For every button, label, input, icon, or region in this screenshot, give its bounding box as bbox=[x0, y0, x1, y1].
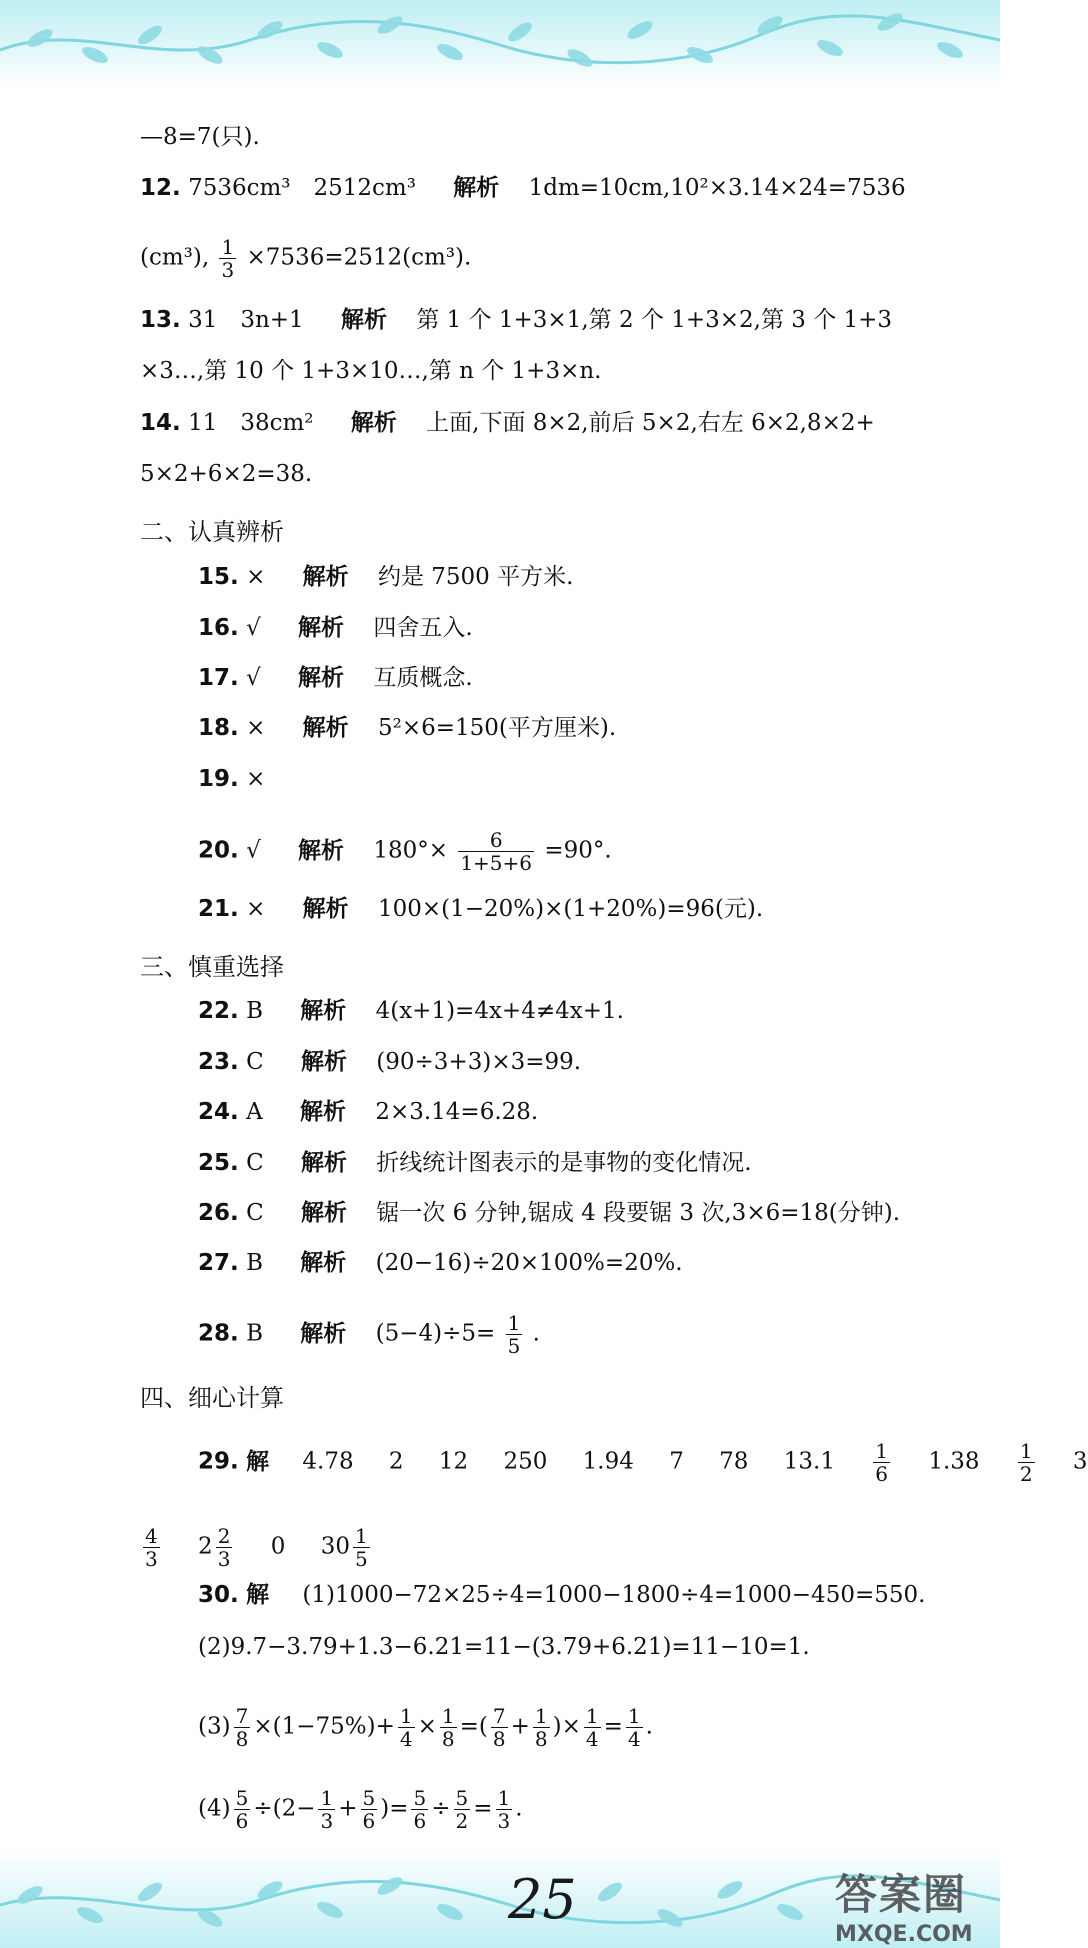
question-26 bbox=[198, 1198, 900, 1228]
numerator: 5 bbox=[362, 1786, 376, 1810]
question-14 bbox=[140, 408, 875, 438]
answer: C bbox=[246, 1200, 264, 1226]
denominator: 2 bbox=[1019, 1462, 1033, 1486]
watermark-text: 答案圈 bbox=[835, 1870, 968, 1919]
numerator: 7 bbox=[492, 1704, 506, 1728]
answer: √ bbox=[246, 665, 261, 691]
analysis-text: 4(x+1)=4x+4≠4x+1. bbox=[375, 998, 624, 1024]
text: =90°. bbox=[544, 837, 612, 864]
analysis-label: 解析 bbox=[302, 896, 349, 922]
question-number: 25. bbox=[198, 1150, 239, 1176]
text: + bbox=[510, 1713, 530, 1740]
answer-value: 1.38 bbox=[928, 1448, 980, 1475]
question-number: 23. bbox=[198, 1049, 239, 1075]
numerator: 1 bbox=[497, 1786, 511, 1810]
text: = bbox=[473, 1795, 493, 1822]
line-continuation bbox=[140, 122, 260, 152]
question-number: 27. bbox=[198, 1250, 239, 1276]
answer-value: 4.78 bbox=[302, 1448, 354, 1475]
analysis-label: 解析 bbox=[302, 715, 349, 741]
numerator: 5 bbox=[413, 1786, 427, 1810]
text: ×3…,第 10 个 1+3×10…,第 n 个 1+3×n. bbox=[140, 358, 602, 384]
question-19 bbox=[198, 764, 265, 794]
question-number: 17. bbox=[198, 665, 239, 691]
text: ÷ bbox=[431, 1795, 451, 1822]
analysis-label: 解析 bbox=[300, 1250, 347, 1276]
question-28 bbox=[198, 1312, 540, 1357]
question-number: 16. bbox=[198, 615, 239, 641]
answer-value: 1.94 bbox=[582, 1448, 634, 1475]
answer-value: 250 bbox=[503, 1448, 548, 1475]
mixed-number-whole: 30 bbox=[320, 1533, 350, 1560]
fraction bbox=[234, 1787, 251, 1832]
question-number: 22. bbox=[198, 998, 239, 1024]
numerator: 6 bbox=[458, 829, 534, 852]
numerator: 1 bbox=[320, 1786, 334, 1810]
fraction bbox=[318, 1787, 335, 1832]
text: —8=7(只). bbox=[140, 124, 260, 150]
answer: C bbox=[246, 1049, 264, 1075]
fraction bbox=[496, 1787, 513, 1832]
text: ×(1−75%)+ bbox=[253, 1713, 395, 1740]
fraction bbox=[873, 1440, 890, 1485]
analysis-label: 解析 bbox=[298, 615, 345, 641]
analysis-label: 解析 bbox=[302, 564, 349, 590]
question-number: 26. bbox=[198, 1200, 239, 1226]
fraction bbox=[1018, 1440, 1035, 1485]
analysis-label: 解析 bbox=[300, 1049, 347, 1075]
solution-step: (2)9.7−3.79+1.3−6.21=11−(3.79+6.21)=11−10=1. bbox=[198, 1634, 810, 1660]
answer: √ bbox=[246, 837, 261, 864]
question-29 bbox=[198, 1440, 1088, 1485]
question-number: 24. bbox=[198, 1099, 239, 1125]
text: 180°× bbox=[373, 837, 449, 864]
answer: 11 38cm² bbox=[188, 410, 314, 436]
analysis-label: 解析 bbox=[341, 307, 387, 333]
analysis-label: 解析 bbox=[300, 1099, 346, 1125]
text: = bbox=[603, 1713, 623, 1740]
denominator: 6 bbox=[235, 1809, 249, 1833]
denominator: 5 bbox=[507, 1334, 521, 1358]
text: (4) bbox=[198, 1795, 231, 1822]
text: ÷(2− bbox=[253, 1795, 316, 1822]
question-number: 14. bbox=[140, 410, 181, 436]
question-30-part3 bbox=[198, 1705, 653, 1750]
answer-value: 7 bbox=[669, 1448, 684, 1475]
question-12-line2 bbox=[140, 236, 471, 281]
question-number: 19. bbox=[198, 766, 239, 792]
question-number: 15. bbox=[198, 564, 239, 590]
denominator: 8 bbox=[235, 1727, 249, 1751]
section-heading-3: 三、慎重选择 bbox=[140, 953, 284, 981]
numerator: 5 bbox=[235, 1786, 249, 1810]
question-20 bbox=[198, 829, 612, 874]
answer: × bbox=[246, 896, 266, 922]
numerator: 2 bbox=[217, 1524, 231, 1548]
question-30-part4 bbox=[198, 1787, 523, 1832]
fraction bbox=[353, 1525, 370, 1570]
denominator: 6 bbox=[875, 1462, 889, 1486]
fraction bbox=[491, 1705, 508, 1750]
answer-value: 0 bbox=[270, 1533, 286, 1560]
numerator: 1 bbox=[534, 1704, 548, 1728]
analysis-text: 5²×6=150(平方厘米). bbox=[377, 715, 617, 741]
question-17 bbox=[198, 663, 473, 693]
answer: × bbox=[246, 766, 266, 792]
question-number: 28. bbox=[198, 1320, 239, 1347]
fraction bbox=[219, 236, 236, 281]
analysis-label: 解析 bbox=[300, 998, 347, 1024]
analysis-text: 四舍五入. bbox=[373, 615, 473, 641]
numerator: 1 bbox=[1019, 1439, 1033, 1463]
text: =( bbox=[459, 1713, 488, 1740]
text: (5−4)÷5= bbox=[375, 1320, 496, 1347]
fraction bbox=[440, 1705, 457, 1750]
analysis-text: 2×3.14=6.28. bbox=[375, 1099, 539, 1125]
analysis-label: 解析 bbox=[300, 1200, 347, 1226]
question-22 bbox=[198, 996, 624, 1026]
numerator: 1 bbox=[441, 1704, 455, 1728]
answer: A bbox=[246, 1099, 263, 1125]
analysis-text: 锯一次 6 分钟,锯成 4 段要锯 3 次,3×6=18(分钟). bbox=[376, 1200, 901, 1226]
analysis-text: 第 1 个 1+3×1,第 2 个 1+3×2,第 3 个 1+3 bbox=[416, 307, 893, 333]
fraction bbox=[533, 1705, 550, 1750]
answer: 31 3n+1 bbox=[188, 307, 304, 333]
question-30-part2 bbox=[198, 1632, 810, 1662]
text: × bbox=[417, 1713, 437, 1740]
question-number: 30. bbox=[198, 1582, 239, 1608]
analysis-text: 100×(1−20%)×(1+20%)=96(元). bbox=[377, 896, 764, 922]
question-15 bbox=[198, 562, 573, 592]
fraction bbox=[398, 1705, 415, 1750]
watermark-logo bbox=[835, 1862, 995, 1947]
analysis-text: 约是 7500 平方米. bbox=[377, 564, 574, 590]
question-14-line2 bbox=[140, 459, 312, 489]
text: . bbox=[515, 1795, 523, 1822]
denominator: 8 bbox=[492, 1727, 506, 1751]
answer: × bbox=[246, 715, 266, 741]
analysis-label: 解析 bbox=[298, 837, 345, 864]
analysis-text: (90÷3+3)×3=99. bbox=[376, 1049, 582, 1075]
numerator: 7 bbox=[235, 1704, 249, 1728]
denominator: 3 bbox=[221, 258, 235, 282]
numerator: 1 bbox=[875, 1439, 889, 1463]
answer-value: 12 bbox=[438, 1448, 469, 1475]
numerator: 1 bbox=[585, 1704, 599, 1728]
text: )× bbox=[552, 1713, 581, 1740]
numerator: 5 bbox=[455, 1786, 469, 1810]
answer: 7536cm³ 2512cm³ bbox=[188, 175, 416, 201]
fraction bbox=[216, 1525, 233, 1570]
question-25 bbox=[198, 1148, 752, 1178]
question-13-line2 bbox=[140, 356, 601, 386]
answer: √ bbox=[246, 615, 261, 641]
question-16 bbox=[198, 613, 473, 643]
denominator: 4 bbox=[585, 1727, 599, 1751]
analysis-label: 解析 bbox=[300, 1150, 347, 1176]
section-heading-2: 二、认真辨析 bbox=[140, 518, 284, 546]
analysis-text: 互质概念. bbox=[373, 665, 473, 691]
question-29-line2 bbox=[140, 1525, 373, 1570]
fraction bbox=[361, 1787, 378, 1832]
denominator: 4 bbox=[627, 1727, 641, 1751]
question-12 bbox=[140, 173, 906, 203]
fraction bbox=[458, 829, 534, 874]
answer-value: 2 bbox=[388, 1448, 404, 1475]
fraction bbox=[143, 1525, 160, 1570]
question-number: 18. bbox=[198, 715, 239, 741]
analysis-label: 解析 bbox=[453, 175, 500, 201]
text: (cm³), bbox=[140, 244, 210, 271]
answer: C bbox=[246, 1150, 264, 1176]
answer: B bbox=[246, 1250, 263, 1276]
denominator: 8 bbox=[534, 1727, 548, 1751]
fraction bbox=[454, 1787, 471, 1832]
text: 5×2+6×2=38. bbox=[140, 461, 313, 487]
text: + bbox=[338, 1795, 358, 1822]
fraction bbox=[626, 1705, 643, 1750]
page-number: 25 bbox=[508, 1868, 577, 1931]
analysis-label: 解析 bbox=[300, 1320, 347, 1347]
denominator: 4 bbox=[399, 1727, 413, 1751]
solution-label: 解 bbox=[246, 1448, 270, 1475]
solution-label: 解 bbox=[246, 1582, 270, 1608]
answer-value: 13.1 bbox=[783, 1448, 835, 1475]
denominator: 5 bbox=[354, 1547, 368, 1571]
denominator: 3 bbox=[217, 1547, 231, 1571]
text: . bbox=[645, 1713, 653, 1740]
answer: B bbox=[246, 998, 263, 1024]
watermark-url: MXQE.COM bbox=[835, 1922, 973, 1947]
fraction bbox=[506, 1312, 523, 1357]
fraction bbox=[584, 1705, 601, 1750]
denominator: 8 bbox=[441, 1727, 455, 1751]
answer: × bbox=[246, 564, 266, 590]
fraction bbox=[411, 1787, 428, 1832]
analysis-text: (20−16)÷20×100%=20%. bbox=[375, 1250, 683, 1276]
numerator: 1 bbox=[221, 235, 235, 259]
text: (3) bbox=[198, 1713, 231, 1740]
denominator: 1+5+6 bbox=[460, 851, 533, 875]
answer-value: 78 bbox=[719, 1448, 749, 1475]
analysis-text: 折线统计图表示的是事物的变化情况. bbox=[376, 1150, 752, 1176]
denominator: 6 bbox=[362, 1809, 376, 1833]
question-number: 12. bbox=[140, 175, 181, 201]
question-number: 20. bbox=[198, 837, 239, 864]
question-18 bbox=[198, 713, 616, 743]
answer-value: 3 bbox=[1072, 1448, 1088, 1475]
text: . bbox=[532, 1320, 540, 1347]
denominator: 3 bbox=[145, 1547, 158, 1571]
mixed-number-whole: 2 bbox=[198, 1533, 213, 1560]
denominator: 3 bbox=[497, 1809, 511, 1833]
numerator: 4 bbox=[145, 1524, 158, 1548]
question-23 bbox=[198, 1047, 581, 1077]
question-27 bbox=[198, 1248, 683, 1278]
solution-step: (1)1000−72×25÷4=1000−1800÷4=1000−450=550. bbox=[302, 1582, 926, 1608]
analysis-label: 解析 bbox=[350, 410, 397, 436]
text: ×7536=2512(cm³). bbox=[246, 244, 472, 271]
denominator: 3 bbox=[320, 1809, 334, 1833]
numerator: 1 bbox=[354, 1524, 368, 1548]
numerator: 1 bbox=[627, 1704, 641, 1728]
analysis-label: 解析 bbox=[298, 665, 345, 691]
numerator: 1 bbox=[399, 1704, 413, 1728]
question-number: 29. bbox=[198, 1448, 239, 1475]
answer: B bbox=[246, 1320, 263, 1347]
question-21 bbox=[198, 894, 763, 924]
denominator: 2 bbox=[455, 1809, 469, 1833]
section-heading-4: 四、细心计算 bbox=[140, 1384, 284, 1412]
question-13 bbox=[140, 305, 892, 335]
denominator: 6 bbox=[413, 1809, 427, 1833]
question-30 bbox=[198, 1580, 925, 1610]
question-number: 21. bbox=[198, 896, 239, 922]
question-24 bbox=[198, 1097, 538, 1127]
analysis-text: 上面,下面 8×2,前后 5×2,右左 6×2,8×2+ bbox=[426, 410, 875, 436]
analysis-text: 1dm=10cm,10²×3.14×24=7536 bbox=[528, 175, 906, 201]
question-number: 13. bbox=[140, 307, 181, 333]
fraction bbox=[234, 1705, 251, 1750]
text: )= bbox=[380, 1795, 409, 1822]
numerator: 1 bbox=[507, 1311, 521, 1335]
